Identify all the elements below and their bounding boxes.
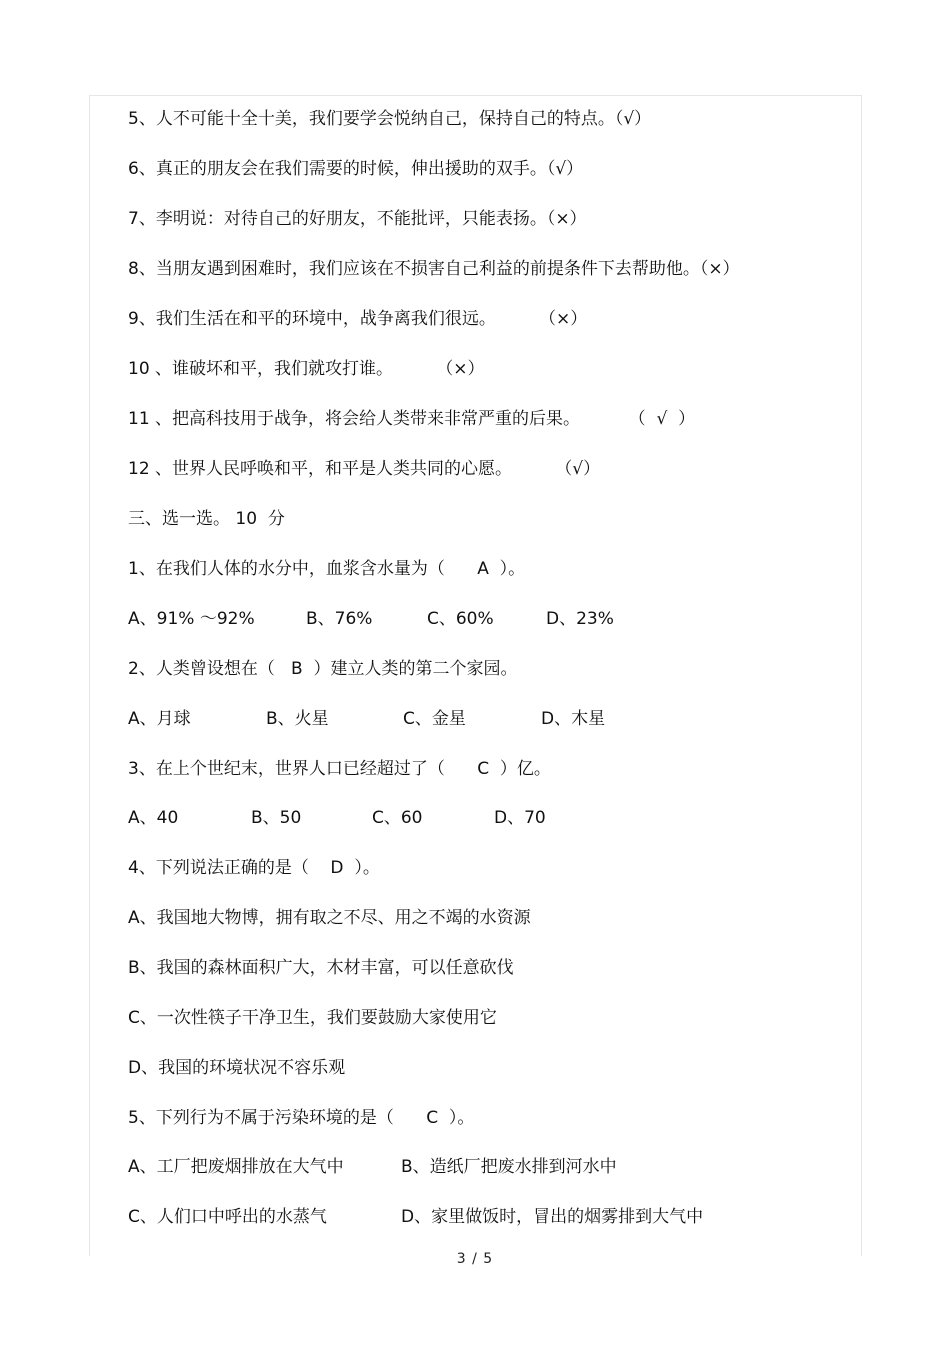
tf-item-10: 10 、谁破坏和平，我们就攻打谁。 （×） (128, 359, 485, 379)
q2-option-c: C、金星 (403, 709, 466, 729)
q5-option-a: A、工厂把废烟排放在大气中 (128, 1157, 344, 1177)
question-3: 3、在上个世纪末，世界人口已经超过了（ C ）亿。 (128, 759, 551, 779)
q4-option-d: D、我国的环境状况不容乐观 (128, 1058, 346, 1078)
q5-option-c: C、人们口中呼出的水蒸气 (128, 1207, 327, 1227)
q1-option-d: D、23% (546, 609, 614, 629)
tf-item-6: 6、真正的朋友会在我们需要的时候，伸出援助的双手。（√） (128, 159, 584, 179)
q2-option-d: D、木星 (541, 709, 606, 729)
q3-option-c: C、60 (372, 808, 423, 828)
tf-item-12: 12 、世界人民呼唤和平，和平是人类共同的心愿。 （√） (128, 459, 601, 479)
q2-option-a: A、月球 (128, 709, 191, 729)
question-4: 4、下列说法正确的是（ D ）。 (128, 858, 380, 878)
q4-option-b: B、我国的森林面积广大，木材丰富，可以任意砍伐 (128, 958, 514, 978)
question-1: 1、在我们人体的水分中，血浆含水量为（ A ）。 (128, 559, 526, 579)
section-title: 三、选一选。 10 分 (128, 509, 285, 529)
q3-option-b: B、50 (251, 808, 302, 828)
tf-item-9: 9、我们生活在和平的环境中，战争离我们很远。 （×） (128, 309, 588, 329)
q5-option-b: B、造纸厂把废水排到河水中 (401, 1157, 617, 1177)
question-5: 5、下列行为不属于污染环境的是（ C ）。 (128, 1108, 475, 1128)
q4-option-c: C、一次性筷子干净卫生，我们要鼓励大家使用它 (128, 1008, 497, 1028)
q3-option-a: A、40 (128, 808, 179, 828)
tf-item-8: 8、当朋友遇到困难时，我们应该在不损害自己利益的前提条件下去帮助他。（×） (128, 259, 740, 279)
q4-option-a: A、我国地大物博，拥有取之不尽、用之不竭的水资源 (128, 908, 531, 928)
q3-option-d: D、70 (494, 808, 546, 828)
tf-item-7: 7、李明说：对待自己的好朋友，不能批评，只能表扬。（×） (128, 209, 587, 229)
q1-option-b: B、76% (306, 609, 373, 629)
page-number: 3 / 5 (456, 1251, 494, 1267)
question-2: 2、人类曾设想在（ B ）建立人类的第二个家园。 (128, 659, 518, 679)
tf-item-11: 11 、把高科技用于战争，将会给人类带来非常严重的后果。 （ √ ） (128, 409, 696, 429)
q1-option-a: A、91% ～92% (128, 609, 255, 629)
q2-option-b: B、火星 (266, 709, 329, 729)
q1-option-c: C、60% (427, 609, 494, 629)
q5-option-d: D、家里做饭时，冒出的烟雾排到大气中 (401, 1207, 704, 1227)
tf-item-5: 5、人不可能十全十美，我们要学会悦纳自己，保持自己的特点。（√） (128, 109, 652, 129)
